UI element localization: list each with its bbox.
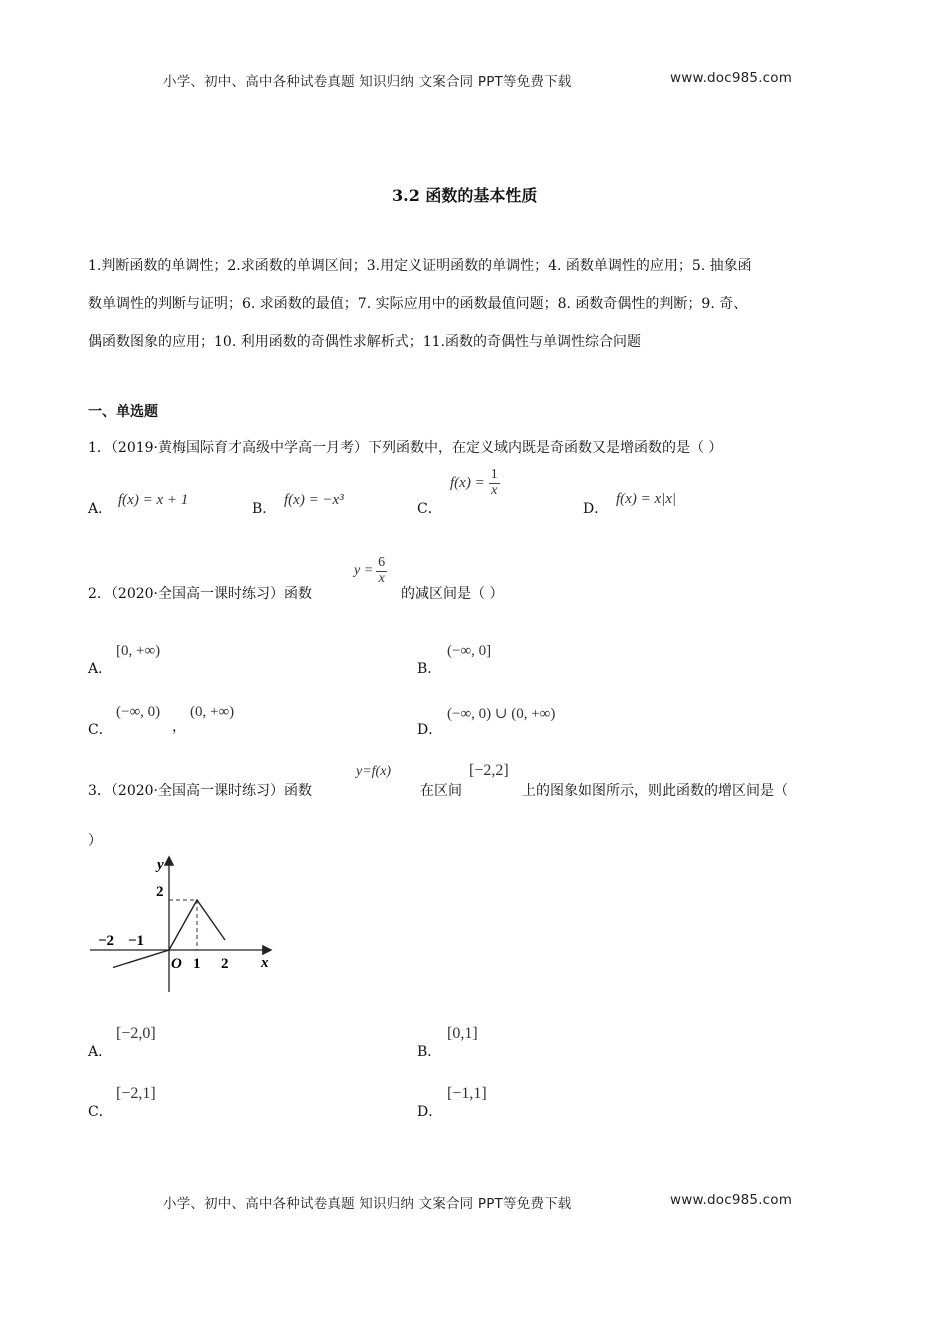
intro-line-1: 1.判断函数的单调性；2.求函数的单调区间；3.用定义证明函数的单调性；4. 函数单调性的应用；5. 抽象函 xyxy=(88,258,752,274)
q3-c-math: [−2,1] xyxy=(116,1085,156,1102)
tick-y-2: 2 xyxy=(156,884,164,900)
q2-expression xyxy=(354,556,387,586)
q2-c-math-2: (0, +∞) xyxy=(190,704,235,720)
q1-c-denominator: x xyxy=(491,482,498,498)
q3-a-math: [−2,0] xyxy=(116,1025,156,1042)
q1-a-label: A． xyxy=(88,501,113,517)
section-heading: 一、单选题 xyxy=(88,404,158,420)
footer-url[interactable]: www.doc985.com xyxy=(670,1192,793,1208)
q1-b-label: B． xyxy=(252,501,277,517)
q3-d-label: D． xyxy=(417,1104,443,1120)
q2-numerator: 6 xyxy=(378,555,386,570)
q1-d-math: f(x) = x|x| xyxy=(616,491,676,507)
q3-graph xyxy=(85,852,285,1002)
q3-stem-post: 上的图象如图所示，则此函数的增区间是（ xyxy=(522,783,788,799)
q2-b-label: B． xyxy=(417,661,442,677)
q3-stem-pre: 3．（2020·全国高一课时练习）函数 xyxy=(88,783,312,799)
q3-d-math: [−1,1] xyxy=(447,1085,487,1102)
q2-b-math: (−∞, 0] xyxy=(447,643,492,659)
q2-lhs: y = xyxy=(354,563,374,579)
q1-c-label: C． xyxy=(417,501,442,517)
q2-d-math: (−∞, 0) ∪ (0, +∞) xyxy=(447,706,556,722)
q3-b-label: B． xyxy=(417,1044,442,1060)
header-url[interactable]: www.doc985.com xyxy=(670,70,793,86)
tick-x-2: 2 xyxy=(221,956,229,972)
tick-x-1: 1 xyxy=(193,956,201,972)
q2-fraction xyxy=(376,556,387,586)
q2-c-math-1: (−∞, 0) xyxy=(116,704,161,720)
q1-c-numerator: 1 xyxy=(490,467,498,482)
origin-label: O xyxy=(171,956,182,972)
q3-stem-close: ） xyxy=(88,833,102,849)
q1-a-math: f(x) = x + 1 xyxy=(118,492,189,508)
q3-c-label: C． xyxy=(88,1104,113,1120)
q1-c-lhs: f(x) = xyxy=(450,474,485,491)
intro-line-2: 数单调性的判断与证明；6. 求函数的最值；7. 实际应用中的函数最值问题；8. 函数奇偶性的判断；9. 奇、 xyxy=(88,296,748,312)
q1-d-label: D． xyxy=(583,501,609,517)
q3-function: y=f(x) xyxy=(356,764,392,779)
q2-stem-post: 的减区间是（ ） xyxy=(401,586,504,602)
footer-text: 小学、初中、高中各种试卷真题 知识归纳 文案合同 PPT等免费下载 xyxy=(163,1196,572,1212)
q3-interval: [−2,2] xyxy=(469,762,509,779)
q1-stem: 1．（2019·黄梅国际育才高级中学高一月考）下列函数中，在定义域内既是奇函数又是增函数的是（ ） xyxy=(88,440,723,456)
q1-b-math: f(x) = −x³ xyxy=(284,492,344,508)
q3-a-label: A． xyxy=(88,1044,113,1060)
q2-c-separator: ， xyxy=(172,719,186,735)
header-text: 小学、初中、高中各种试卷真题 知识归纳 文案合同 PPT等免费下载 xyxy=(163,74,572,90)
q2-denominator: x xyxy=(378,570,385,586)
q2-stem-pre: 2．（2020·全国高一课时练习）函数 xyxy=(88,586,312,602)
q2-d-label: D． xyxy=(417,722,443,738)
y-axis-label: y xyxy=(157,857,164,873)
intro-line-3: 偶函数图象的应用；10. 利用函数的奇偶性求解析式；11.函数的奇偶性与单调性综合问题 xyxy=(88,334,641,350)
page-title: 3.2 函数的基本性质 xyxy=(392,186,538,205)
q1-c-expression xyxy=(450,468,500,498)
q3-stem-mid: 在区间 xyxy=(420,783,462,799)
q2-a-label: A． xyxy=(88,661,113,677)
tick-x-neg2: −2 xyxy=(98,933,115,949)
q2-c-label: C． xyxy=(88,722,113,738)
q3-b-math: [0,1] xyxy=(447,1025,478,1042)
tick-x-neg1: −1 xyxy=(128,933,145,949)
x-axis-label: x xyxy=(261,955,269,971)
q2-a-math: [0, +∞) xyxy=(116,643,161,659)
q1-c-fraction xyxy=(489,468,500,498)
